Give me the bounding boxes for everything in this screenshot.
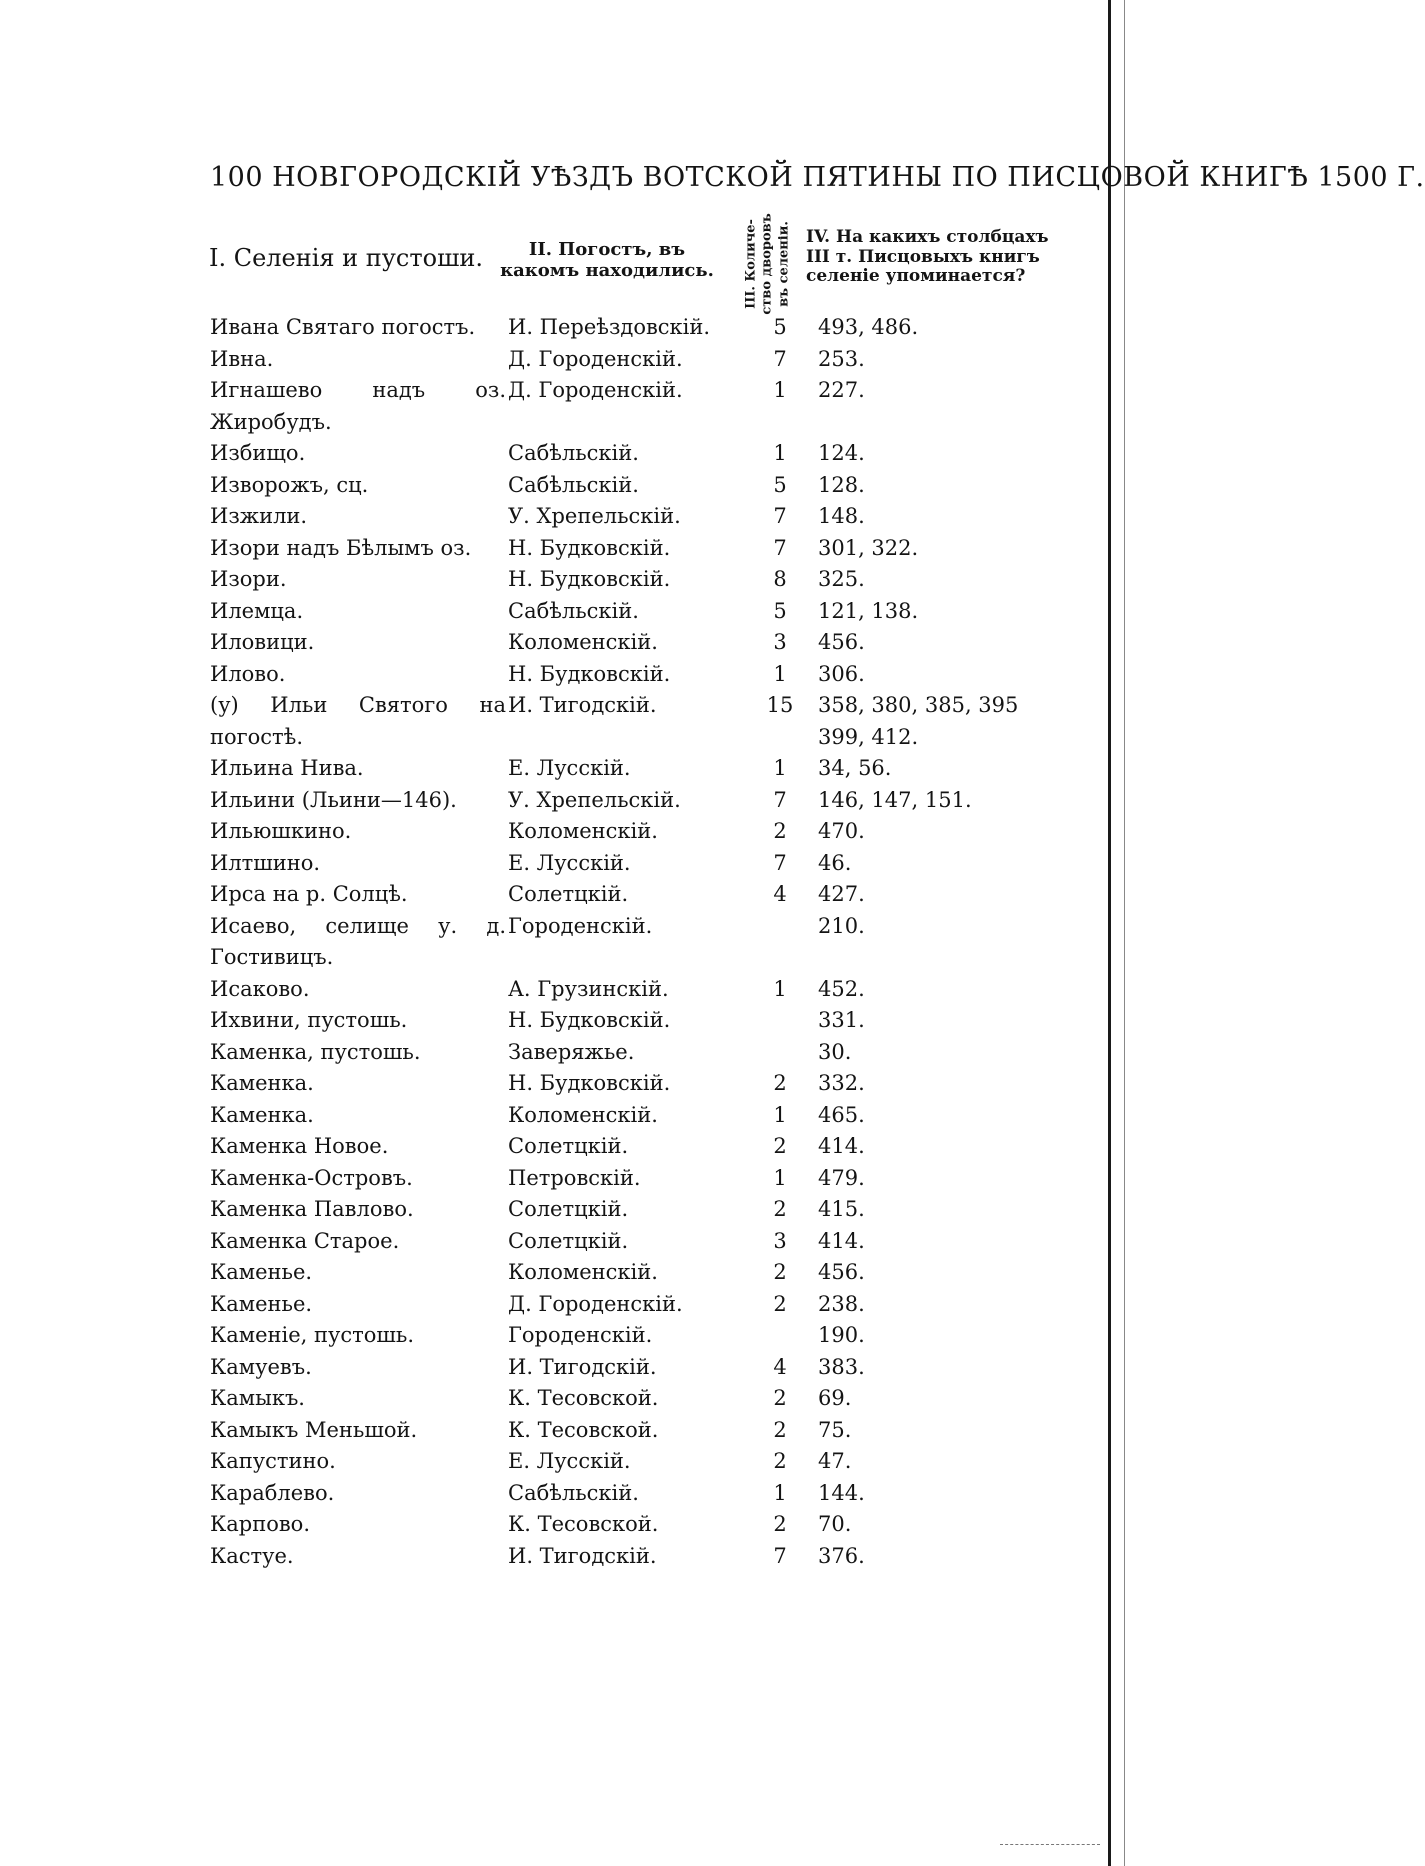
household-count: 2 — [773, 1197, 787, 1221]
household-count: 15 — [766, 693, 794, 717]
table-row — [0, 1352, 1100, 1384]
pogost-name: Коломенскій. — [508, 1102, 658, 1127]
settlement-name: Каменка-Островъ. — [210, 1165, 413, 1190]
household-count: 4 — [773, 1354, 787, 1379]
column-references: 493, 486. — [818, 315, 919, 339]
column-header-households-line2: ство дворовъ — [759, 213, 775, 315]
table-row — [0, 438, 1100, 470]
household-count: 1 — [773, 1480, 787, 1505]
settlement-name: Исаково. — [210, 976, 310, 1001]
pogost-name: К. Тесовской. — [508, 1386, 659, 1410]
settlement-name: Изворожъ, сц. — [210, 472, 369, 497]
column-references: 238. — [818, 1291, 865, 1316]
pogost-name: Городенскій. — [508, 1323, 653, 1347]
household-count: 2 — [773, 1071, 787, 1095]
settlement-name: Камыкъ Меньшой. — [210, 1417, 418, 1442]
column-header-households-line3: въ селеніи. — [776, 221, 792, 307]
table-row — [0, 1383, 1100, 1415]
pogost-name: А. Грузинскій. — [508, 976, 669, 1001]
household-count: 2 — [773, 1417, 787, 1442]
household-count: 8 — [773, 567, 787, 591]
table-row — [0, 375, 1100, 438]
pogost-name: Н. Будковскій. — [508, 535, 671, 560]
settlement-name: Ильина Нива. — [210, 756, 364, 780]
column-references: 190. — [818, 1323, 865, 1347]
table-row — [0, 1100, 1100, 1132]
column-references: 427. — [818, 882, 865, 906]
column-references: 358, 380, 385, 395 — [818, 693, 1019, 717]
settlement-name: Исаево, селище у. д. Гостивицъ. — [210, 913, 506, 969]
pogost-name: Н. Будковскій. — [508, 1008, 671, 1032]
table-row — [0, 1163, 1100, 1195]
settlement-name: Каменка. — [210, 1071, 314, 1095]
column-references: 210. — [818, 913, 865, 938]
pogost-name: К. Тесовской. — [508, 1417, 659, 1442]
column-references: 414. — [818, 1134, 865, 1158]
table-row — [0, 1446, 1100, 1478]
settlement-name: Ивана Святаго погостъ. — [210, 315, 476, 339]
pogost-name: Коломенскій. — [508, 1260, 658, 1284]
household-count: 1 — [773, 756, 787, 780]
household-count: 5 — [773, 598, 787, 623]
table-row — [0, 690, 1100, 753]
household-count: 1 — [773, 441, 787, 465]
pogost-name: Солетцкій. — [508, 1134, 629, 1158]
table-row — [0, 470, 1100, 502]
household-count: 5 — [773, 472, 787, 497]
column-references: 69. — [818, 1386, 852, 1410]
household-count: 7 — [773, 535, 787, 560]
household-count: 7 — [773, 850, 787, 875]
settlement-name: Каменка Новое. — [210, 1134, 389, 1158]
table-row — [0, 344, 1100, 376]
table-row — [0, 848, 1100, 880]
settlement-name: Илтшино. — [210, 850, 321, 875]
settlement-name: Ильюшкино. — [210, 819, 352, 843]
settlement-name: (у) Ильи Святого на погостѣ. — [210, 693, 506, 749]
column-references: 227. — [818, 378, 865, 402]
column-references: 47. — [818, 1449, 852, 1473]
column-header-settlements: I. Селенія и пустоши. — [208, 244, 484, 272]
column-references: 306. — [818, 661, 865, 686]
settlement-name: Каменка. — [210, 1102, 314, 1127]
column-references: 144. — [818, 1480, 865, 1505]
table-row — [0, 659, 1100, 691]
settlement-name: Иловици. — [210, 630, 315, 654]
household-count: 7 — [773, 504, 787, 528]
table-row — [0, 533, 1100, 565]
column-references: 376. — [818, 1543, 865, 1568]
table-row — [0, 1478, 1100, 1510]
settlement-name: Ивна. — [210, 346, 274, 371]
household-count: 1 — [773, 1165, 787, 1190]
household-count: 2 — [773, 819, 787, 843]
column-references: 331. — [818, 1008, 865, 1032]
household-count: 2 — [773, 1291, 787, 1316]
settlement-name: Изори. — [210, 567, 287, 591]
pogost-name: Д. Городенскій. — [508, 1291, 683, 1316]
column-references: 30. — [818, 1039, 852, 1064]
household-count: 2 — [773, 1512, 787, 1536]
column-references: 383. — [818, 1354, 865, 1379]
pogost-name: Сабѣльскій. — [508, 1480, 639, 1505]
pogost-name: Коломенскій. — [508, 630, 658, 654]
column-references: 128. — [818, 472, 865, 497]
table-row — [0, 501, 1100, 533]
settlement-table — [0, 312, 1100, 1572]
column-references: 456. — [818, 630, 865, 654]
column-references: 34, 56. — [818, 756, 892, 780]
column-references: 470. — [818, 819, 865, 843]
settlement-name: Караблево. — [210, 1480, 335, 1505]
table-row — [0, 564, 1100, 596]
column-references: 332. — [818, 1071, 865, 1095]
settlement-name: Камуевъ. — [210, 1354, 312, 1379]
column-references: 301, 322. — [818, 535, 919, 560]
column-references: 414. — [818, 1228, 865, 1253]
pogost-name: Коломенскій. — [508, 819, 658, 843]
table-row — [0, 627, 1100, 659]
pogost-name: Сабѣльскій. — [508, 598, 639, 623]
table-row — [0, 1005, 1100, 1037]
pogost-name: Солетцкій. — [508, 1197, 629, 1221]
household-count: 7 — [773, 346, 787, 371]
table-row — [0, 1509, 1100, 1541]
column-references: 456. — [818, 1260, 865, 1284]
settlement-name: Изори надъ Бѣлымъ оз. — [210, 535, 472, 560]
table-row — [0, 312, 1100, 344]
column-header-households-line1: III. Количе- — [743, 219, 759, 309]
settlement-name: Каменье. — [210, 1291, 313, 1316]
table-row — [0, 1194, 1100, 1226]
settlement-name: Ильини (Льини—146). — [210, 787, 457, 812]
pogost-name: И. Тигодскій. — [508, 1543, 657, 1568]
column-references: 121, 138. — [818, 598, 919, 623]
pogost-name: Е. Лусскій. — [508, 1449, 631, 1473]
pogost-name: У. Хрепельскій. — [508, 787, 681, 812]
household-count: 1 — [773, 976, 787, 1001]
column-references-continued: 399, 412. — [818, 724, 919, 749]
household-count: 3 — [773, 1228, 787, 1253]
column-header-households — [740, 210, 796, 318]
pogost-name: Сабѣльскій. — [508, 441, 639, 465]
household-count: 2 — [773, 1134, 787, 1158]
pogost-name: И. Тигодскій. — [508, 693, 657, 717]
settlement-name: Каменка Павлово. — [210, 1197, 414, 1221]
table-row — [0, 911, 1100, 974]
household-count: 2 — [773, 1449, 787, 1473]
page-edge-line-thin — [1124, 0, 1125, 1866]
pogost-name: И. Переѣздовскій. — [508, 315, 711, 339]
column-references: 325. — [818, 567, 865, 591]
table-row — [0, 1037, 1100, 1069]
settlement-name: Илово. — [210, 661, 286, 686]
pogost-name: Солетцкій. — [508, 1228, 629, 1253]
pogost-name: Н. Будковскій. — [508, 567, 671, 591]
household-count: 2 — [773, 1386, 787, 1410]
column-references: 415. — [818, 1197, 865, 1221]
table-row — [0, 816, 1100, 848]
column-references: 124. — [818, 441, 865, 465]
pogost-name: Солетцкій. — [508, 882, 629, 906]
table-row — [0, 1226, 1100, 1258]
settlement-name: Илемца. — [210, 598, 304, 623]
household-count: 4 — [773, 882, 787, 906]
household-count: 1 — [773, 661, 787, 686]
pogost-name: У. Хрепельскій. — [508, 504, 681, 528]
table-row — [0, 753, 1100, 785]
pogost-name: Е. Лусскій. — [508, 756, 631, 780]
household-count: 7 — [773, 787, 787, 812]
table-row — [0, 1415, 1100, 1447]
table-row — [0, 1541, 1100, 1573]
settlement-name: Изжили. — [210, 504, 308, 528]
settlement-name: Каменка Старое. — [210, 1228, 400, 1253]
household-count: 1 — [773, 378, 787, 402]
table-row — [0, 1068, 1100, 1100]
pogost-name: Д. Городенскій. — [508, 346, 683, 371]
settlement-name: Каменье. — [210, 1260, 313, 1284]
table-row — [0, 1289, 1100, 1321]
pogost-name: Е. Лусскій. — [508, 850, 631, 875]
table-row — [0, 974, 1100, 1006]
column-references: 148. — [818, 504, 865, 528]
table-row — [0, 879, 1100, 911]
household-count: 5 — [773, 315, 787, 339]
pogost-name: Д. Городенскій. — [508, 378, 683, 402]
settlement-name: Камыкъ. — [210, 1386, 305, 1410]
column-references: 46. — [818, 850, 852, 875]
household-count: 7 — [773, 1543, 787, 1568]
pogost-name: Н. Будковскій. — [508, 1071, 671, 1095]
page-edge-line — [1108, 0, 1111, 1866]
table-row — [0, 1320, 1100, 1352]
table-row — [0, 1257, 1100, 1289]
household-count: 1 — [773, 1102, 787, 1127]
settlement-name: Кастуе. — [210, 1543, 294, 1568]
household-count: 2 — [773, 1260, 787, 1284]
pogost-name: Н. Будковскій. — [508, 661, 671, 686]
settlement-name: Каменка, пустошь. — [210, 1039, 421, 1064]
page-bottom-rule — [1000, 1844, 1100, 1846]
pogost-name: Городенскій. — [508, 913, 653, 938]
table-row — [0, 785, 1100, 817]
pogost-name: Заверяжье. — [508, 1039, 635, 1064]
settlement-name: Капустино. — [210, 1449, 336, 1473]
column-header-columns: IV. На какихъ столбцахъ III т. Писцовыхъ книгъ селеніе упоминается? — [806, 227, 1049, 287]
running-head: 100 НОВГОРОДСКІЙ УѢЗДЪ ВОТСКОЙ ПЯТИНЫ ПО ПИСЦОВОЙ КНИГѢ 1500 Г. — [210, 162, 1425, 193]
column-header-pogost: II. Погостъ, въ какомъ находились. — [500, 239, 714, 281]
pogost-name: И. Тигодскій. — [508, 1354, 657, 1379]
column-references: 75. — [818, 1417, 852, 1442]
column-references: 253. — [818, 346, 865, 371]
settlement-name: Избищо. — [210, 441, 306, 465]
column-references: 452. — [818, 976, 865, 1001]
pogost-name: Петровскій. — [508, 1165, 641, 1190]
pogost-name: Сабѣльскій. — [508, 472, 639, 497]
settlement-name: Ирса на р. Солцѣ. — [210, 882, 408, 906]
column-references: 465. — [818, 1102, 865, 1127]
settlement-name: Каменіе, пустошь. — [210, 1323, 415, 1347]
settlement-name: Ихвини, пустошь. — [210, 1008, 408, 1032]
pogost-name: К. Тесовской. — [508, 1512, 659, 1536]
settlement-name: Карпово. — [210, 1512, 310, 1536]
column-references: 146, 147, 151. — [818, 787, 972, 812]
table-row — [0, 1131, 1100, 1163]
household-count: 3 — [773, 630, 787, 654]
column-references: 70. — [818, 1512, 852, 1536]
table-row — [0, 596, 1100, 628]
column-references: 479. — [818, 1165, 865, 1190]
settlement-name: Игнашево надъ оз. Жиробудъ. — [210, 378, 506, 434]
